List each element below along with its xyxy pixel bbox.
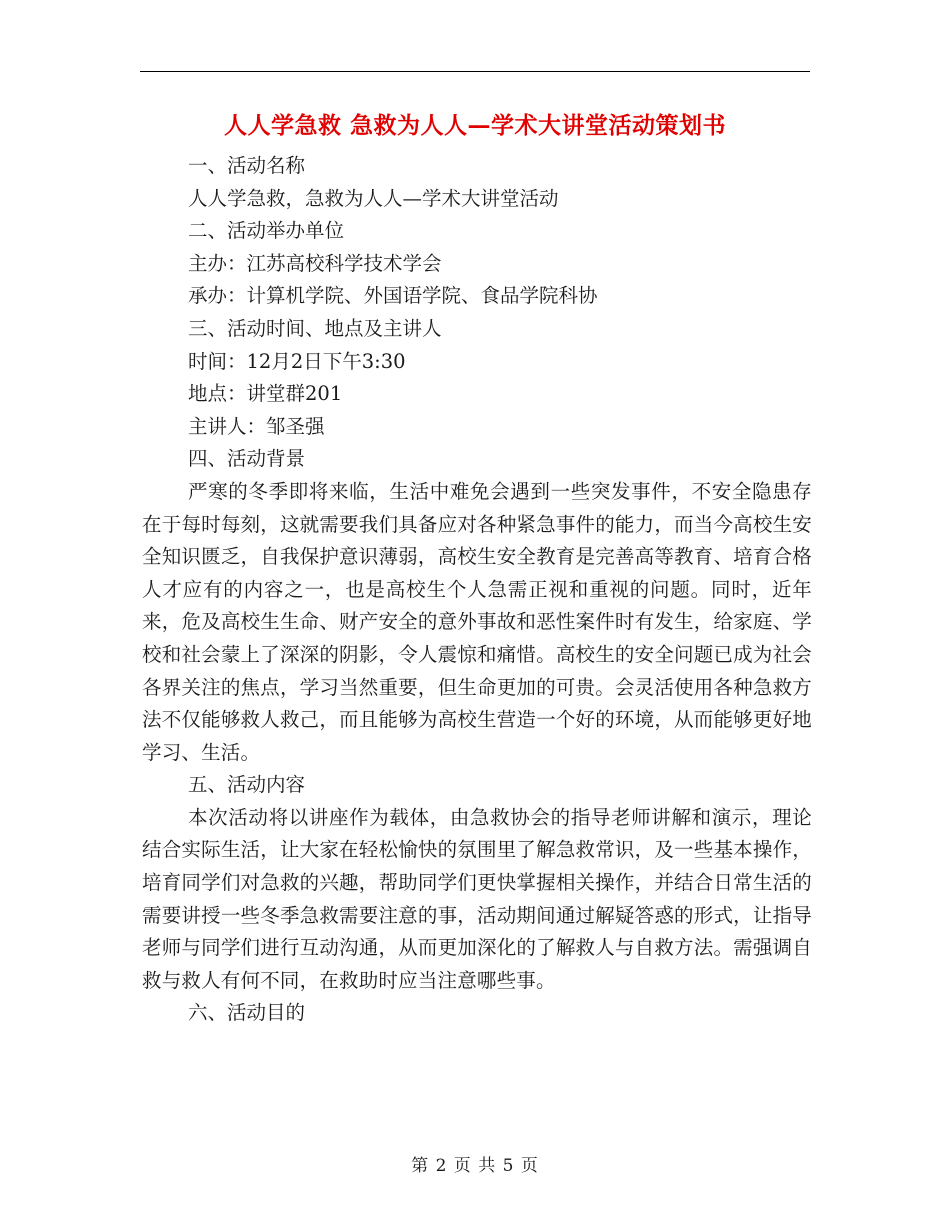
section-heading-organizers: 二、活动举办单位 xyxy=(188,219,345,243)
content-paragraph: 本次活动将以讲座作为载体，由急救协会的指导老师讲解和演示，理论结合实际生活，让大家在轻松愉快的氛围里了解急救常识，及一些基本操作，培育同学们对急救的兴趣，帮助同学们更快掌握相关操作，并结合日常生活的需要讲授一些冬季急救需要注意的事，活动期间通过解疑答惑的形式，让指导老师与同学们进行互动沟通，从而更加深化的了解救人与自救方法。需强调自救与救人有何不同，在救助时应当注意哪些事。 xyxy=(142,805,812,992)
header-rule xyxy=(140,71,810,72)
co-organizer: 承办：计算机学院、外国语学院、食品学院科协 xyxy=(188,284,598,308)
section-heading-background: 四、活动背景 xyxy=(188,447,306,471)
event-time: 时间：12月2日下午3:30 xyxy=(188,349,406,373)
host-organizer: 主办：江苏高校科学技术学会 xyxy=(188,251,442,275)
activity-name: 人人学急救，急救为人人—学术大讲堂活动 xyxy=(188,186,559,210)
event-speaker: 主讲人：邹圣强 xyxy=(188,414,325,438)
section-heading-name: 一、活动名称 xyxy=(188,154,306,177)
background-paragraph: 严寒的冬季即将来临，生活中难免会遇到一些突发事件，不安全隐患存在于每时每刻，这就需要我们具备应对各种紧急事件的能力，而当今高校生安全知识匮乏，自我保护意识薄弱，高校生安全教育是完善高等教育、培育合格人才应有的内容之一，也是高校生个人急需正视和重视的问题。同时，近年来，危及高校生生命、财产安全的意外事故和恶性案件时有发生，给家庭、学校和社会蒙上了深深的阴影，令人震惊和痛惜。高校生的安全问题已成为社会各界关注的焦点，学习当然重要，但生命更加的可贵。会灵活使用各种急救方法不仅能够救人救己，而且能够为高校生营造一个好的环境，从而能够更好地学习、生活。 xyxy=(142,479,812,764)
page-footer: 第 2 页 共 5 页 xyxy=(411,1156,539,1176)
section-heading-purpose: 六、活动目的 xyxy=(188,1001,306,1025)
document-body xyxy=(142,150,812,1030)
section-heading-time-place: 三、活动时间、地点及主讲人 xyxy=(188,316,442,340)
section-heading-content: 五、活动内容 xyxy=(188,773,306,797)
document-title: 人人学急救 急救为人人—学术大讲堂活动策划书 xyxy=(223,112,726,139)
event-location: 地点：讲堂群201 xyxy=(188,382,343,406)
